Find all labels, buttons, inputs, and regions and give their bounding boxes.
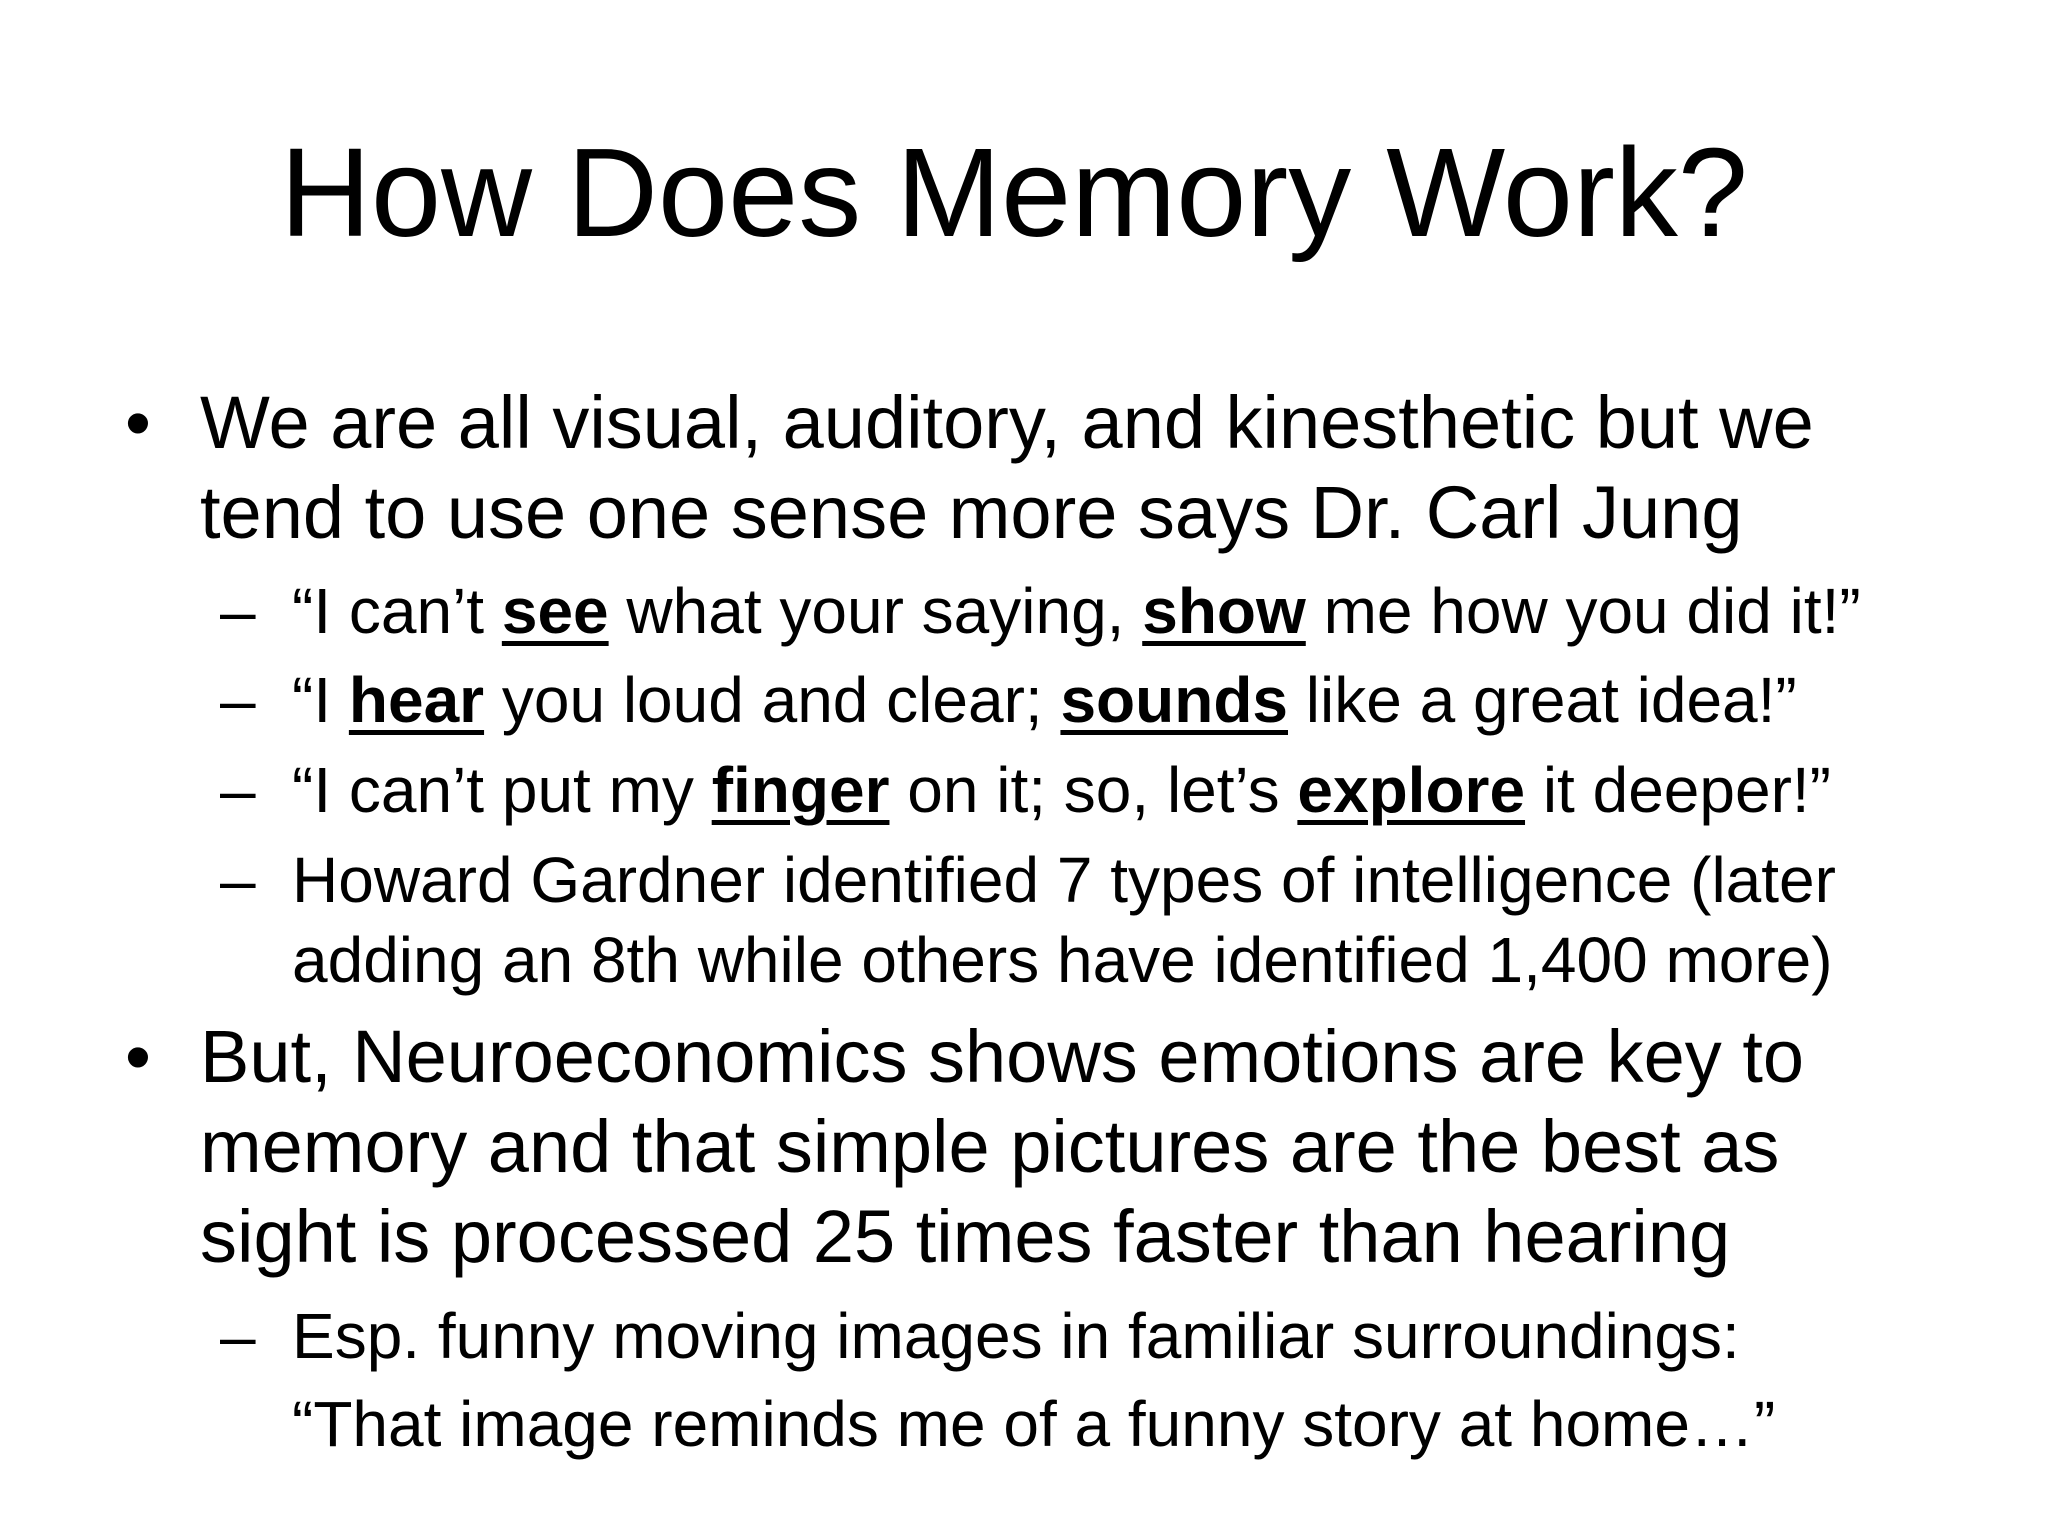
- emphasis-show: show: [1142, 575, 1306, 647]
- bullet-marker-2: •: [125, 1015, 151, 1098]
- sub-text: “I can’t: [292, 575, 502, 647]
- bullet-1-line-2: tend to use one sense more says Dr. Carl Jung: [200, 471, 1743, 554]
- emphasis-sounds: sounds: [1060, 664, 1288, 736]
- sub-dash-4: –: [220, 844, 256, 916]
- sub-text: on it; so, let’s: [889, 754, 1298, 826]
- sub-dash-5: –: [220, 1300, 256, 1372]
- slide-title-text: How Does Memory Work?: [279, 122, 1748, 263]
- sub-text: what your saying,: [608, 575, 1143, 647]
- sub-item-gardner-line-2: adding an 8th while others have identified 1,400 more): [292, 924, 1833, 996]
- emphasis-explore: explore: [1297, 754, 1526, 826]
- sub-text: me how you did it!”: [1305, 575, 1861, 647]
- sub-item-gardner-line-1: Howard Gardner identified 7 types of intelligence (later: [292, 844, 1836, 916]
- sub-text: it deeper!”: [1525, 754, 1831, 826]
- emphasis-see: see: [501, 575, 609, 647]
- sub-dash-3: –: [220, 754, 256, 826]
- sub-item-see-show: [292, 571, 1861, 651]
- bullet-1-line-1: We are all visual, auditory, and kinesthetic but we: [200, 381, 1814, 464]
- sub-item-funny-line-1: Esp. funny moving images in familiar surroundings:: [292, 1300, 1740, 1372]
- bullet-2-line-3: sight is processed 25 times faster than hearing: [200, 1195, 1731, 1278]
- sub-dash-2: –: [220, 664, 256, 736]
- sub-dash-1: –: [220, 575, 256, 647]
- emphasis-finger: finger: [711, 754, 890, 826]
- sub-text: you loud and clear;: [484, 664, 1061, 736]
- sub-text: like a great idea!”: [1288, 664, 1797, 736]
- sub-text: “I can’t put my: [292, 754, 712, 826]
- sub-item-funny-line-2: “That image reminds me of a funny story at home…”: [292, 1388, 1776, 1460]
- slide-title: [0, 118, 2048, 268]
- sub-item-finger-explore: [292, 750, 1831, 830]
- emphasis-hear: hear: [348, 664, 485, 736]
- bullet-marker-1: •: [125, 381, 151, 464]
- sub-item-hear-sounds: [292, 660, 1797, 740]
- sub-text: “I: [292, 664, 349, 736]
- bullet-2-line-1: But, Neuroeconomics shows emotions are key to: [200, 1015, 1805, 1098]
- bullet-2-line-2: memory and that simple pictures are the best as: [200, 1105, 1780, 1188]
